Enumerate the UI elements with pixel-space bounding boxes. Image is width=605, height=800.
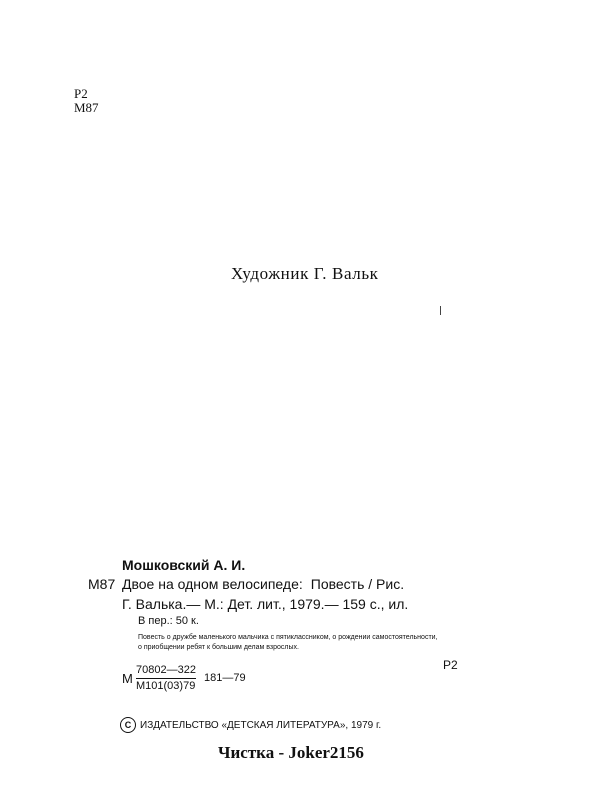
classification: Р2 [443, 658, 458, 672]
udc-block [74, 87, 99, 115]
annotation: Повесть о дружбе маленького мальчика с пятиклассником, о рождении самостоятельности, о приобщении ребят к большим делам взрослых. [138, 634, 438, 651]
code-tail: 181—79 [204, 672, 246, 684]
code-denominator: М101(03)79 [136, 680, 196, 692]
title-line [122, 576, 404, 592]
udc-author-mark: М87 [74, 100, 99, 115]
author-mark: М87 [88, 576, 116, 592]
udc-class: Р2 [74, 86, 88, 101]
illustrator-credit: Художник Г. Вальк [231, 264, 379, 283]
publication-details: Г. Валька.— М.: Дет. лит., 1979.— 159 с., ил. [122, 596, 409, 612]
copyright-line [120, 717, 381, 733]
code-numerator: 70802—322 [136, 664, 196, 679]
code-letter: М [122, 671, 133, 686]
price: В пер.: 50 к. [138, 615, 199, 627]
title-part2: Повесть / Рис. [310, 576, 405, 592]
code-fraction [136, 664, 196, 693]
copyright-text: ИЗДАТЕЛЬСТВО «ДЕТСКАЯ ЛИТЕРАТУРА», 1979 г. [140, 719, 382, 731]
title-part1: Двое на одном велосипеде: [122, 576, 303, 592]
copyright-icon: C [120, 717, 136, 733]
book-author: Мошковский А. И. [122, 557, 246, 573]
stray-mark [440, 306, 441, 315]
scan-credit: Чистка - Joker2156 [218, 743, 364, 762]
